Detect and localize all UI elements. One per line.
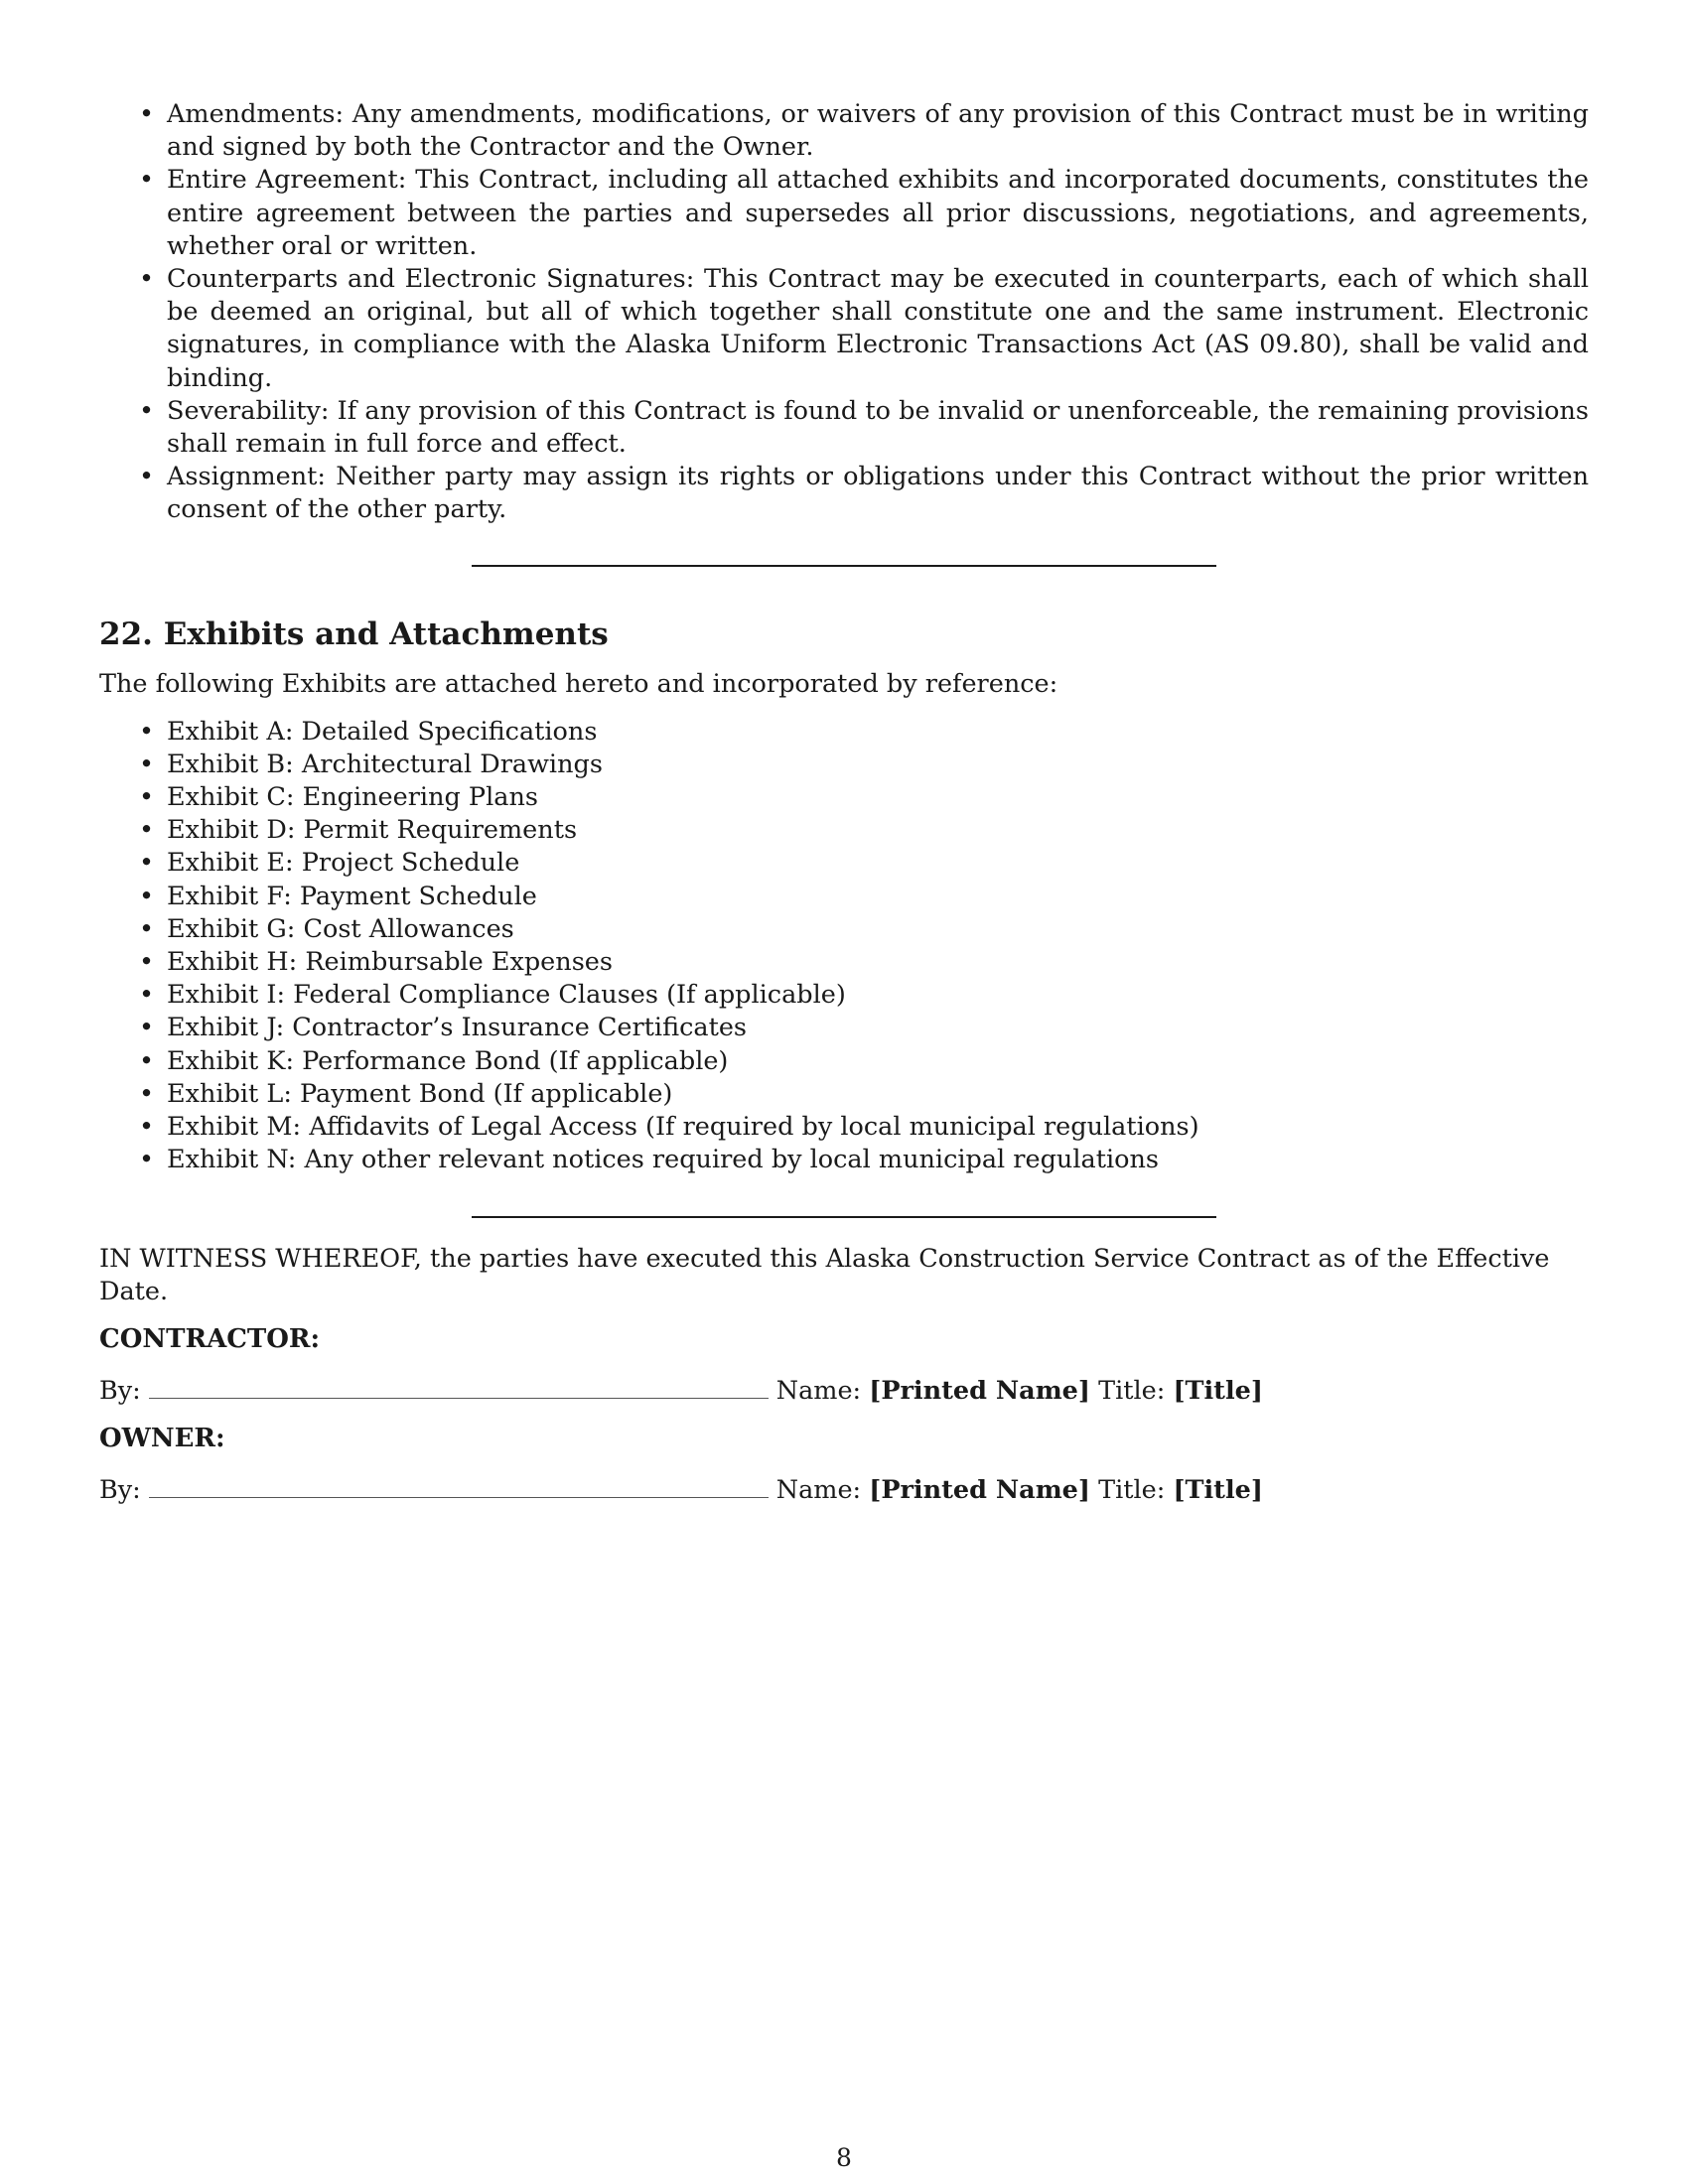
exhibits-list <box>99 716 1589 1177</box>
section-title: 22. Exhibits and Attachments <box>99 615 609 652</box>
party-label: OWNER: <box>99 1424 225 1454</box>
owner-signature-block <box>99 1422 1589 1507</box>
witness-statement: IN WITNESS WHEREOF, the parties have executed this Alaska Construction Service Contract as of the Effective Date. <box>99 1244 1550 1307</box>
title-label: Title: <box>1098 1475 1166 1506</box>
list-item: • Entire Agreement: This Contract, including all attached exhibits and incorporated documents, constitutes the entire agreement between the parties and supersedes all prior discussions, negotiations, and agreements, whether oral or written. <box>99 164 1589 263</box>
list-item: • Exhibit M: Affidavits of Legal Access (If required by local municipal regulations) <box>99 1111 1589 1144</box>
title-placeholder: [Title] <box>1173 1376 1263 1407</box>
list-item: • Assignment: Neither party may assign its rights or obligations under this Contract without the prior written consent of the other party. <box>99 461 1589 526</box>
list-item: • Counterparts and Electronic Signatures: This Contract may be executed in counterparts, each of which shall be deemed an original, but all of which together shall constitute one and the same instrument. Electronic signatures, in compliance with the Alaska Uniform Electronic Transactions Act (AS 09.80), shall be valid and binding. <box>99 263 1589 395</box>
title-placeholder: [Title] <box>1173 1475 1263 1506</box>
printed-name-placeholder: [Printed Name] <box>869 1475 1090 1506</box>
general-provisions-list <box>99 98 1589 527</box>
list-item: • Exhibit H: Reimbursable Expenses <box>99 946 1589 979</box>
signature-field[interactable] <box>149 1471 769 1498</box>
contractor-signature-block <box>99 1322 1589 1408</box>
list-item: • Exhibit D: Permit Requirements <box>99 814 1589 847</box>
page-number: 8 <box>836 2143 852 2172</box>
list-item: • Exhibit K: Performance Bond (If applicable) <box>99 1045 1589 1078</box>
section-intro: The following Exhibits are attached hereto and incorporated by reference: <box>99 668 1058 699</box>
list-item: • Exhibit N: Any other relevant notices required by local municipal regulations <box>99 1144 1589 1176</box>
list-item: • Exhibit B: Architectural Drawings <box>99 749 1589 781</box>
list-item: • Exhibit C: Engineering Plans <box>99 781 1589 814</box>
document-page <box>99 94 1589 1507</box>
name-label: Name: <box>775 1376 862 1407</box>
name-label: Name: <box>775 1475 862 1506</box>
list-item: • Amendments: Any amendments, modifications, or waivers of any provision of this Contract must be in writing and signed by both the Contractor and the Owner. <box>99 98 1589 164</box>
list-item: • Exhibit I: Federal Compliance Clauses (If applicable) <box>99 979 1589 1012</box>
title-label: Title: <box>1098 1376 1166 1407</box>
list-item: • Exhibit G: Cost Allowances <box>99 913 1589 946</box>
list-item: • Exhibit L: Payment Bond (If applicable) <box>99 1078 1589 1111</box>
list-item: • Exhibit E: Project Schedule <box>99 847 1589 880</box>
signature-line <box>99 1471 1589 1507</box>
horizontal-divider <box>472 565 1216 567</box>
by-label: By: <box>99 1376 141 1407</box>
signature-field[interactable] <box>149 1372 769 1399</box>
list-item: • Exhibit A: Detailed Specifications <box>99 716 1589 749</box>
printed-name-placeholder: [Printed Name] <box>869 1376 1090 1407</box>
signature-line <box>99 1372 1589 1408</box>
list-item: • Exhibit J: Contractor’s Insurance Certificates <box>99 1012 1589 1044</box>
party-label: CONTRACTOR: <box>99 1324 321 1355</box>
list-item: • Exhibit F: Payment Schedule <box>99 881 1589 913</box>
by-label: By: <box>99 1475 141 1506</box>
horizontal-divider <box>472 1216 1216 1218</box>
list-item: • Severability: If any provision of this Contract is found to be invalid or unenforceable, the remaining provisions shall remain in full force and effect. <box>99 395 1589 461</box>
